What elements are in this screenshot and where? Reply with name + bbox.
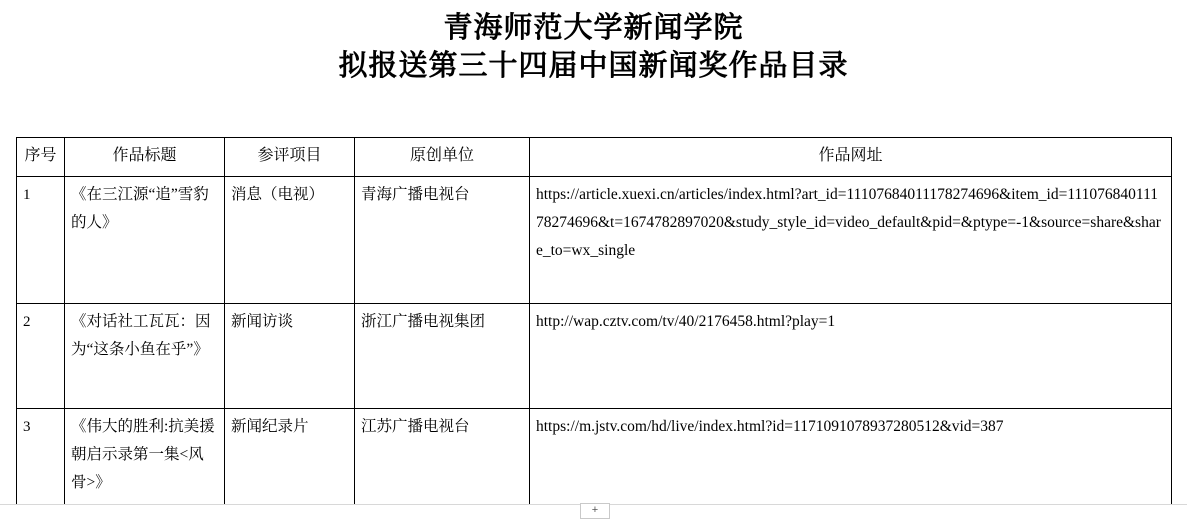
cell-title: 《伟大的胜利:抗美援朝启示录第一集<风骨>》 [65, 409, 225, 514]
cell-no: 3 [17, 409, 65, 514]
cell-category: 新闻纪录片 [225, 409, 355, 514]
works-table [16, 137, 1172, 514]
cell-org: 江苏广播电视台 [355, 409, 530, 514]
cell-title: 《对话社工瓦瓦：因为“这条小鱼在乎”》 [65, 304, 225, 409]
page-title-line-1: 青海师范大学新闻学院 [443, 10, 744, 44]
cell-url[interactable]: https://m.jstv.com/hd/live/index.html?id=1171091078937280512&vid=387 [530, 409, 1172, 514]
cell-category: 消息（电视） [225, 177, 355, 304]
cell-title: 《在三江源“追”雪豹的人》 [65, 177, 225, 304]
table-header [17, 138, 1172, 177]
works-table-wrapper [16, 137, 1171, 514]
cell-org: 浙江广播电视集团 [355, 304, 530, 409]
page-break-expand-button[interactable]: + [580, 503, 610, 519]
page-title-line-2: 拟报送第三十四届中国新闻奖作品目录 [338, 48, 849, 82]
table-header-title: 作品标题 [65, 138, 225, 177]
table-row [17, 304, 1172, 409]
cell-category: 新闻访谈 [225, 304, 355, 409]
table-body [17, 177, 1172, 514]
cell-url[interactable]: http://wap.cztv.com/tv/40/2176458.html?play=1 [530, 304, 1172, 409]
table-row [17, 177, 1172, 304]
cell-no: 1 [17, 177, 65, 304]
table-header-category: 参评项目 [225, 138, 355, 177]
table-header-url: 作品网址 [530, 138, 1172, 177]
table-header-row [17, 138, 1172, 177]
table-header-no: 序号 [17, 138, 65, 177]
cell-no: 2 [17, 304, 65, 409]
cell-org: 青海广播电视台 [355, 177, 530, 304]
cell-url[interactable]: https://article.xuexi.cn/articles/index.html?art_id=11107684011178274696&item_id=11107684011178274696&t=1674782897020&study_style_id=video_default&pid=&ptype=-1&source=share&share_to=wx_single [530, 177, 1172, 304]
document-title-block [0, 0, 1187, 84]
table-row [17, 409, 1172, 514]
table-header-org: 原创单位 [355, 138, 530, 177]
